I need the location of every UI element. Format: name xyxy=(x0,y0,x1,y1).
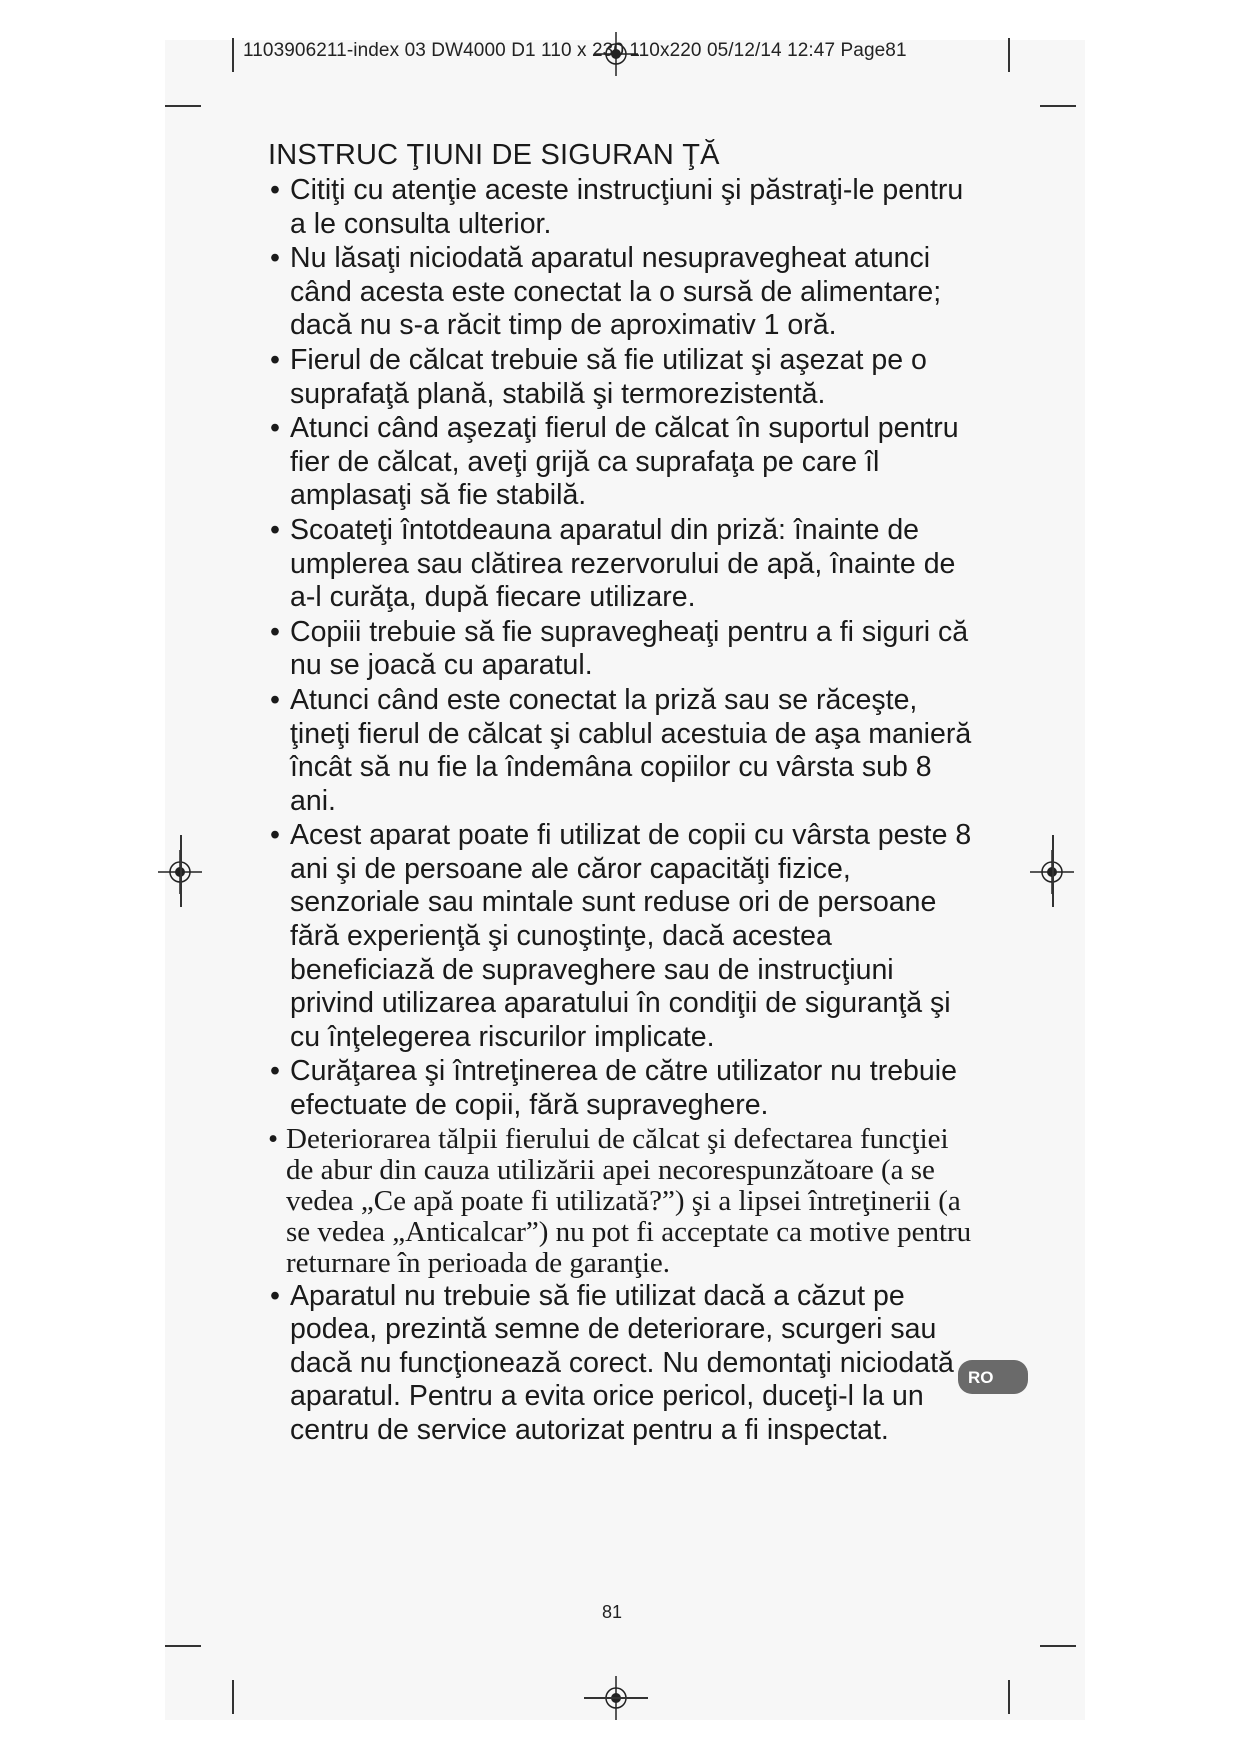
crop-mark-bottom-right xyxy=(1008,1680,1010,1714)
crop-mark-top-right xyxy=(1008,38,1010,72)
instruction-list xyxy=(268,174,978,1448)
crop-mark-top-right-h xyxy=(1040,105,1076,107)
crop-mark-bottom-left xyxy=(232,1680,234,1714)
list-item: • Fierul de călcat trebuie să fie utilizat şi aşezat pe o suprafaţă plană, stabilă şi termorezistentă. xyxy=(268,344,978,411)
crop-mark-bottom-left-h xyxy=(165,1645,201,1647)
list-item: • Scoateţi întotdeauna aparatul din priză: înainte de umplerea sau clătirea rezervorului de apă, înainte de a-l curăţa, după fiecare utilizare. xyxy=(268,514,978,615)
list-item: • Citiţi cu atenţie aceste instrucţiuni şi păstraţi-le pentru a le consulta ulterior. xyxy=(268,174,978,241)
list-item: • Aparatul nu trebuie să fie utilizat dacă a căzut pe podea, prezintă semne de deteriorare, scurgeri sau dacă nu funcţionează corect. Nu demontaţi niciodată aparatul. Pentru a evita orice pericol, duceţi-l la un centru de service autorizat pentru a fi inspectat. xyxy=(268,1280,978,1448)
language-badge: RO xyxy=(958,1360,1028,1394)
page-title: INSTRUC ŢIUNI DE SIGURAN ŢĂ xyxy=(268,139,720,171)
crop-mark-bottom-right-h xyxy=(1040,1645,1076,1647)
list-item: • Copiii trebuie să fie supravegheaţi pentru a fi siguri că nu se joacă cu aparatul. xyxy=(268,616,978,683)
registration-line-left xyxy=(180,835,182,907)
safety-instructions xyxy=(268,138,978,1449)
list-item: • Acest aparat poate fi utilizat de copii cu vârsta peste 8 ani şi de persoane ale căror capacităţi fizice, senzoriale sau mintale sunt reduse ori de persoane fără experienţă şi cunoştinţe, dacă acestea beneficiază de supraveghere sau de instrucţiuni privind utilizarea aparatului în condiţii de siguranţă şi cu înţelegerea riscurilor implicate. xyxy=(268,819,978,1054)
list-item: • Atunci când este conectat la priză sau se răceşte, ţineţi fierul de călcat şi cablul acestuia de aşa manieră încât să nu fie la îndemâna copiilor cu vârsta sub 8 ani. xyxy=(268,684,978,818)
crop-mark-top-left xyxy=(232,38,234,72)
crop-mark-top-left-h xyxy=(165,105,201,107)
list-item: • Atunci când aşezaţi fierul de călcat în suportul pentru fier de călcat, aveţi grijă ca suprafaţa pe care îl amplasaţi să fie stabilă. xyxy=(268,412,978,513)
list-item: • Deteriorarea tălpii fierului de călcat şi defectarea funcţiei de abur din cauza utilizării apei necorespunzătoare (a se vedea „Ce apă poate fi utilizată?”) şi a lipsei întreţinerii (a se vedea „Anticalcar”) nu pot fi acceptate ca motive pentru returnare în perioada de garanţie. xyxy=(268,1124,978,1279)
registration-line-right xyxy=(1052,835,1054,907)
list-item: • Nu lăsaţi niciodată aparatul nesupravegheat atunci când acesta este conectat la o sursă de alimentare; dacă nu s-a răcit timp de aproximativ 1 oră. xyxy=(268,242,978,343)
page-number: 81 xyxy=(602,1602,623,1622)
registration-line-bottom xyxy=(584,1697,648,1699)
list-item: • Curăţarea şi întreţinerea de către utilizator nu trebuie efectuate de copii, fără supraveghere. xyxy=(268,1055,978,1122)
print-slug: 1103906211-index 03 DW4000 D1 110 x 230 110x220 05/12/14 12:47 Page81 xyxy=(243,40,907,61)
